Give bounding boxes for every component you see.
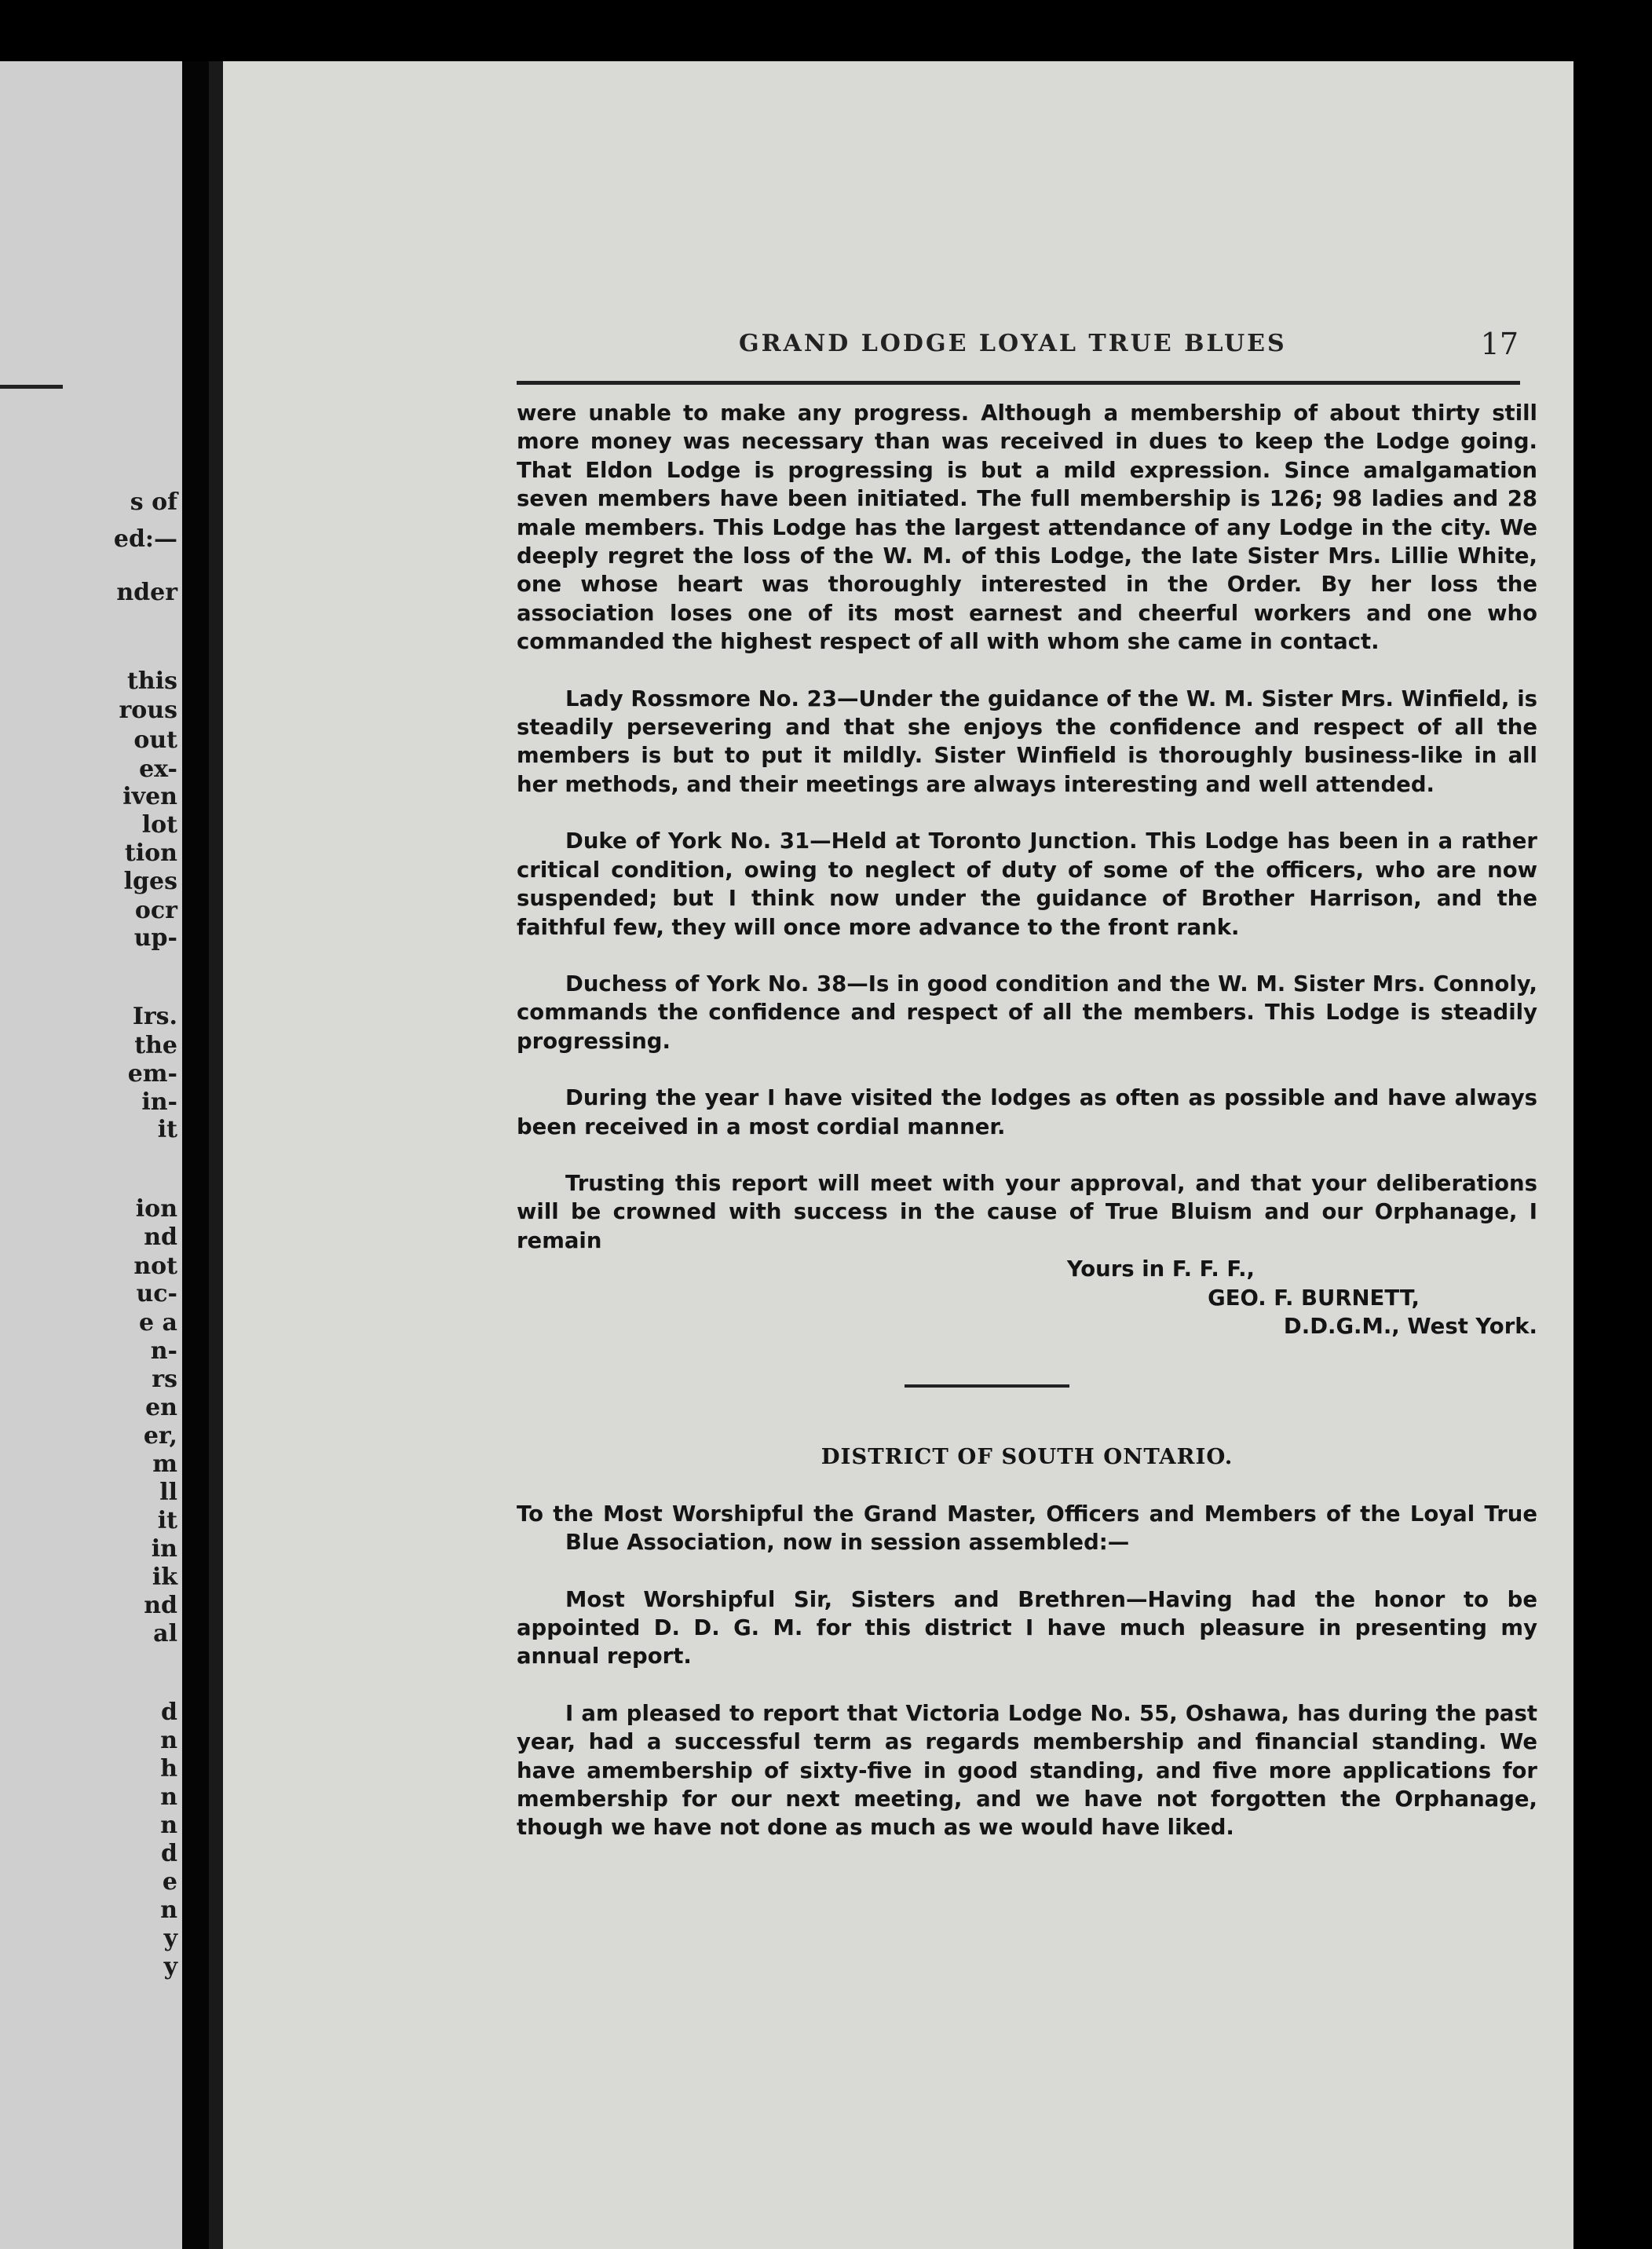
previous-page-word-fragment: m: [152, 1450, 177, 1478]
document-page: [209, 61, 1573, 2249]
previous-page-word-fragment: ed:—: [113, 525, 177, 553]
previous-page-word-fragment: ion: [135, 1195, 177, 1223]
previous-page-word-fragment: al: [153, 1620, 177, 1647]
previous-page-word-fragment: s of: [130, 488, 177, 516]
running-head: GRAND LODGE LOYAL TRUE BLUES: [739, 330, 1287, 357]
previous-page-word-fragment: h: [160, 1755, 177, 1783]
previous-page-word-fragment: uc-: [136, 1280, 177, 1307]
paragraph-eldon-lodge: were unable to make any progress. Although a membership of about thirty still more money was necessary than was received in dues to keep the Lodge going. That Eldon Lodge is progressing is but a mild expression. Since amalgamation seven members have been initiated. The full membership is 126; 98 ladies and 28 male members. This Lodge has the largest attendance of any Lodge in the city. We deeply regret the loss of the W. M. of this Lodge, the late Sister Mrs. Lillie White, one whose heart was thoroughly interested in the Order. By her loss the association loses one of its most earnest and cheerful workers and one who commanded the highest respect of all with whom she came in contact.: [517, 400, 1537, 655]
previous-page-word-fragment: nd: [144, 1592, 177, 1619]
previous-page-word-fragment: n: [160, 1812, 177, 1839]
previous-page-word-fragment: d: [161, 1699, 177, 1726]
previous-page-word-fragment: lot: [141, 811, 177, 839]
signature-name: GEO. F. BURNETT,: [1208, 1285, 1420, 1311]
previous-page-word-fragment: y: [163, 1925, 177, 1952]
previous-page-word-fragment: the: [134, 1032, 177, 1059]
previous-page-word-fragment: iven: [122, 783, 177, 810]
previous-page-word-fragment: rs: [152, 1366, 177, 1393]
previous-page-word-fragment: n: [160, 1783, 177, 1811]
page-header: [531, 327, 1550, 377]
district-heading: DISTRICT OF SOUTH ONTARIO.: [821, 1444, 1234, 1470]
page-number: 17: [1480, 327, 1519, 361]
previous-page-word-fragment: it: [157, 1507, 177, 1534]
page-body: [517, 399, 1537, 1871]
paragraph-duke-of-york: Duke of York No. 31—Held at Toronto Junction. This Lodge has been in a rather critical condition, owing to neglect of duty of some of the officers, who are now suspended; but I think now under the guidance of Brother Harrison, and the faithful few, they will once more advance to the front rank.: [517, 828, 1537, 940]
district-paragraph-greeting: Most Worshipful Sir, Sisters and Brethren—Having had the honor to be appointed D. D. G. M. for this district I have much pleasure in presenting my annual report.: [517, 1586, 1537, 1669]
previous-page-word-fragment: ik: [152, 1563, 177, 1591]
previous-page-word-fragment: tion: [124, 839, 177, 867]
paragraph-visits: During the year I have visited the lodges as often as possible and have always been received in a most cordial manner.: [517, 1085, 1537, 1139]
previous-page-word-fragment: not: [133, 1252, 177, 1280]
previous-page-rule: [0, 385, 63, 389]
district-address: To the Most Worshipful the Grand Master, Officers and Members of the Loyal True Blue Association, now in session assembled:—: [517, 1501, 1537, 1556]
district-paragraph-victoria-lodge: I am pleased to report that Victoria Lodge No. 55, Oshawa, has during the past year, had a successful term as regards membership and financial standing. We have amembership of sixty-five in good standing, and five more applications for membership for our next meeting, and we have not forgotten the Orphanage, though we have not done as much as we would have liked.: [517, 1700, 1537, 1841]
previous-page-word-fragment: n-: [150, 1337, 177, 1365]
previous-page-word-fragment: in-: [141, 1088, 177, 1116]
previous-page-word-fragment: n: [160, 1727, 177, 1754]
previous-page-word-fragment: n: [160, 1896, 177, 1924]
previous-page-word-fragment: ocr: [134, 897, 177, 924]
previous-page-word-fragment: e a: [139, 1309, 177, 1337]
previous-page-word-fragment: e: [162, 1868, 177, 1896]
previous-page-word-fragment: rous: [119, 697, 177, 724]
signature-title: D.D.G.M., West York.: [1283, 1313, 1537, 1339]
paragraph-lady-rossmore: Lady Rossmore No. 23—Under the guidance of the W. M. Sister Mrs. Winfield, is steadily persevering and that she enjoys the confidence and respect of all the members is but to put it mildly. Sister Winfield is thoroughly business-like in all her methods, and their meetings are always interesting and well attended.: [517, 686, 1537, 797]
previous-page-word-fragment: en: [145, 1394, 177, 1421]
previous-page-fragment: [0, 61, 182, 2249]
previous-page-word-fragment: d: [161, 1840, 177, 1867]
paragraph-duchess-of-york: Duchess of York No. 38—Is in good condition and the W. M. Sister Mrs. Connoly, commands the confidence and respect of all the members. This Lodge is steadily progressing.: [517, 971, 1537, 1054]
previous-page-word-fragment: em-: [127, 1060, 177, 1088]
previous-page-word-fragment: nder: [116, 579, 177, 606]
previous-page-word-fragment: nd: [144, 1223, 177, 1251]
previous-page-word-fragment: ll: [159, 1479, 177, 1506]
previous-page-word-fragment: lges: [123, 868, 177, 895]
paragraph-closing: Trusting this report will meet with your approval, and that your deliberations will be crowned with success in the cause of True Bluism and our Orphanage, I remain: [517, 1170, 1537, 1253]
previous-page-word-fragment: y: [163, 1953, 177, 1980]
previous-page-word-fragment: this: [127, 667, 177, 695]
header-rule: [517, 381, 1520, 385]
page-spine-shadow: [209, 61, 223, 2249]
previous-page-word-fragment: ex-: [139, 755, 177, 783]
previous-page-word-fragment: in: [151, 1535, 177, 1563]
previous-page-word-fragment: up-: [133, 924, 177, 952]
previous-page-word-fragment: Irs.: [132, 1003, 177, 1030]
previous-page-word-fragment: it: [157, 1116, 177, 1143]
previous-page-word-fragment: out: [133, 726, 177, 754]
signature-closing: Yours in F. F. F.,: [1066, 1256, 1255, 1282]
previous-page-word-fragment: er,: [143, 1422, 177, 1450]
section-divider: [905, 1384, 1069, 1388]
